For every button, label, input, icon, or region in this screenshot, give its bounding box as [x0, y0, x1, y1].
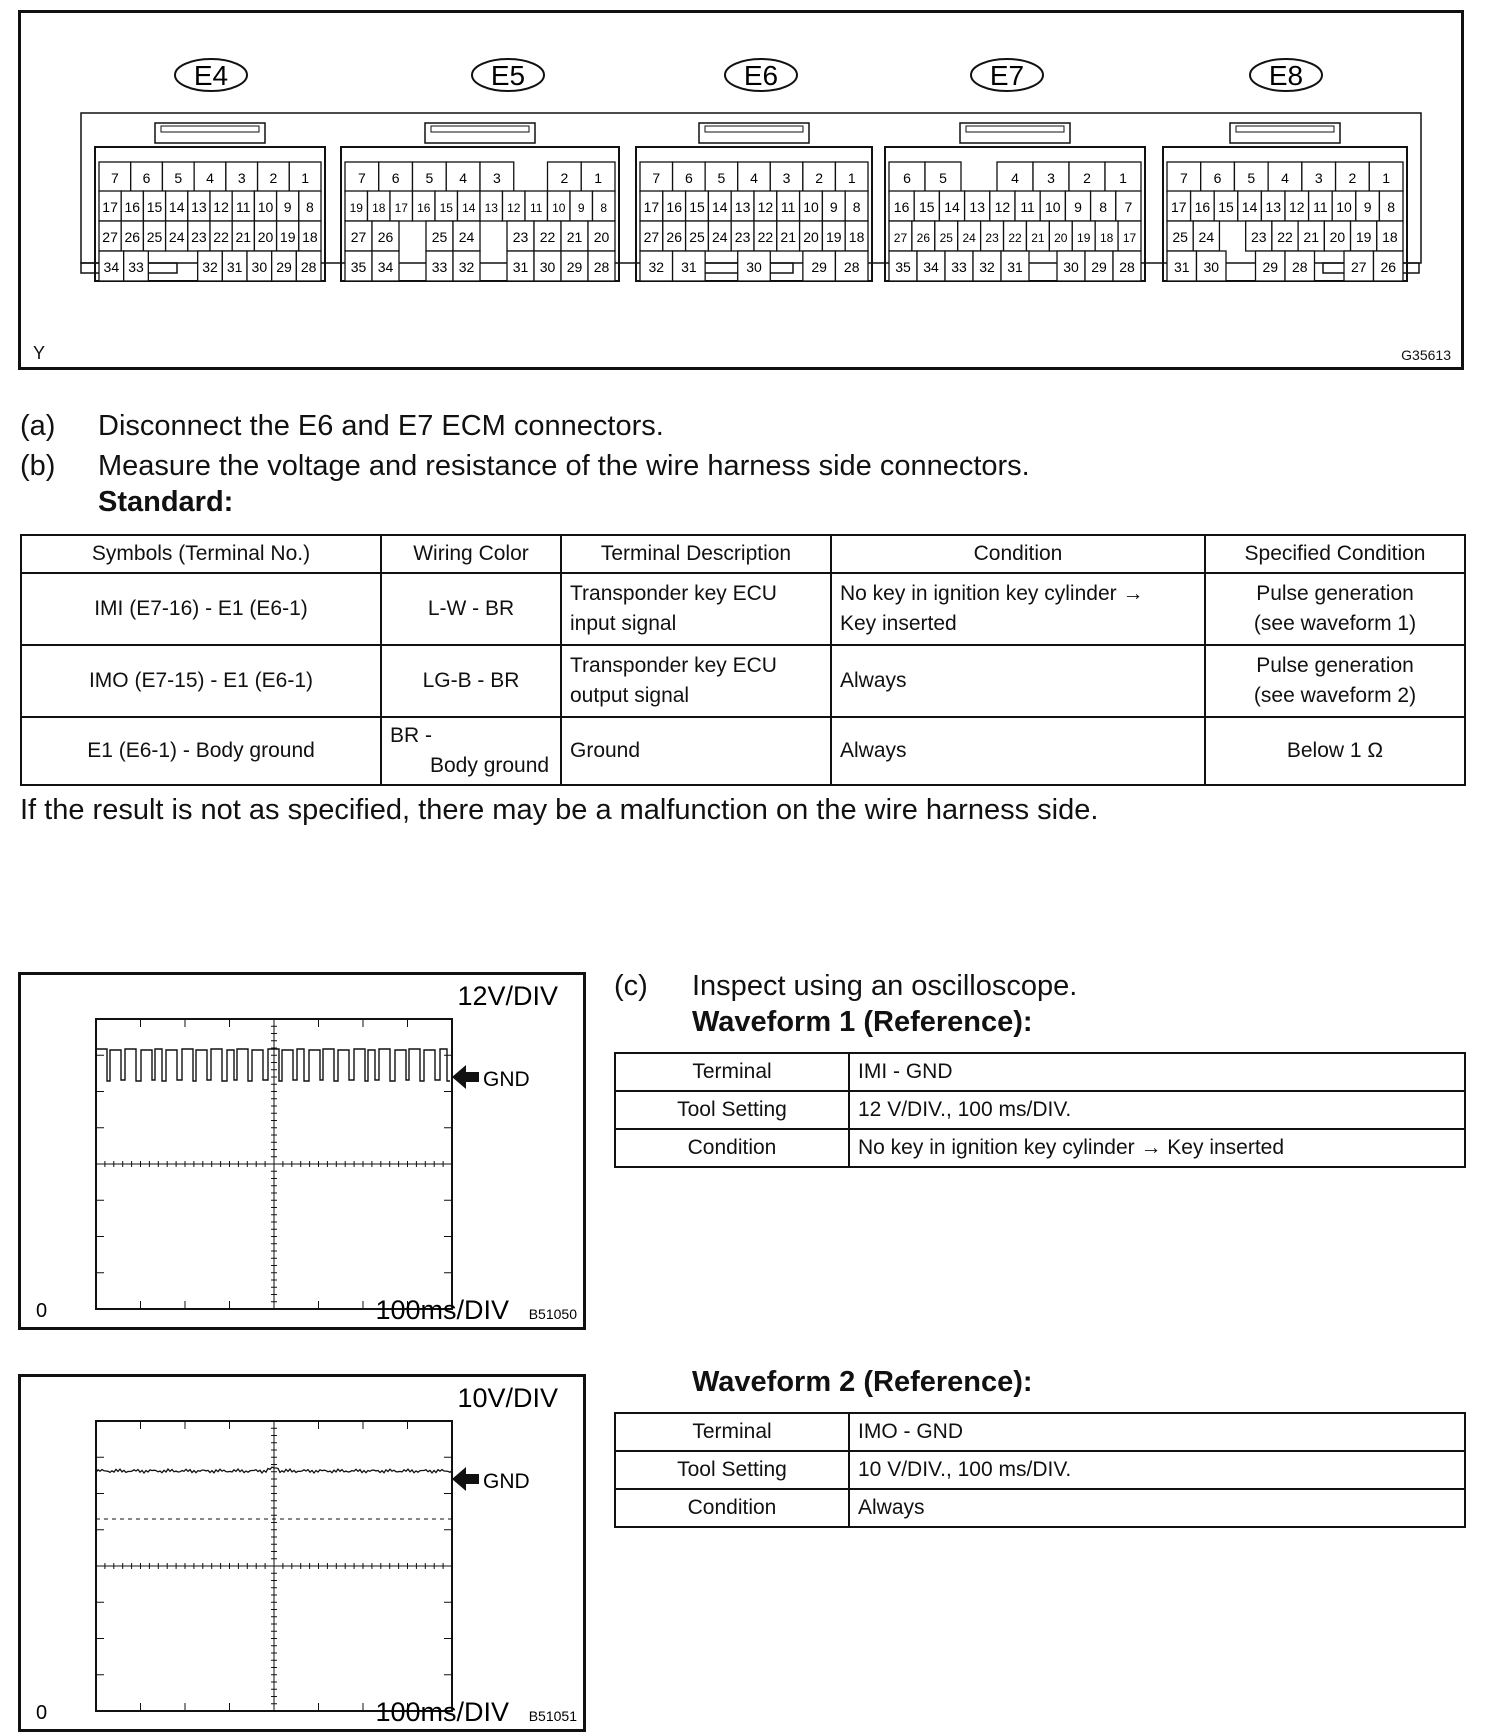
- scope-2-tdiv: 100ms/DIV: [375, 1697, 509, 1727]
- pin-number: 19: [279, 229, 296, 245]
- pin-number: 5: [717, 170, 726, 186]
- connector-latch: [431, 126, 529, 132]
- pin-number: 2: [560, 170, 569, 186]
- connector-label: E8: [1268, 60, 1304, 91]
- pin-number: 20: [1329, 229, 1346, 245]
- table-row: [615, 1451, 1465, 1489]
- pin-number: 4: [750, 170, 758, 186]
- pin-number: 9: [829, 199, 838, 215]
- pin-number: 17: [394, 201, 408, 215]
- pin-number: 16: [417, 201, 431, 215]
- pin-number: 15: [1218, 199, 1234, 215]
- gnd-arrow-icon: [452, 1467, 479, 1491]
- pin-number: 14: [1241, 199, 1258, 215]
- pin-number: 32: [458, 259, 475, 275]
- pin-number: 34: [923, 259, 939, 275]
- pin-number: 21: [1303, 229, 1320, 245]
- scope-1: [21, 975, 583, 1327]
- pin-number: 30: [746, 259, 762, 275]
- pin-number: 18: [1099, 231, 1114, 245]
- pin-number: 15: [689, 199, 705, 215]
- pin-number: 26: [916, 231, 931, 245]
- pin-number: 20: [803, 229, 819, 245]
- pin-number: 14: [944, 199, 960, 215]
- pin-number: 31: [1007, 259, 1023, 275]
- cell-spec-line: Pulse generation: [1256, 582, 1414, 605]
- standard-table: [20, 534, 1466, 786]
- cell-spec: [1205, 573, 1465, 645]
- header-condition: Condition: [831, 535, 1205, 573]
- pin-number: 6: [1213, 170, 1222, 186]
- cell-color: L-W - BR: [381, 573, 561, 645]
- pin-number: 22: [757, 229, 774, 245]
- pin-number: 6: [684, 170, 693, 186]
- pin-number: 24: [1198, 229, 1215, 245]
- table-row: [21, 573, 1465, 645]
- pin-number: 3: [492, 170, 501, 186]
- pin-number: 9: [283, 199, 292, 215]
- cell-spec-line: (see waveform 2): [1253, 684, 1417, 707]
- connector-diagram: [21, 13, 1461, 367]
- cell-color: [381, 717, 561, 785]
- pin-number: 5: [939, 170, 947, 186]
- pin-number: 3: [1047, 170, 1055, 186]
- pin-number: 13: [484, 201, 498, 215]
- step-b-letter: (b): [20, 450, 56, 482]
- pin-number: 2: [1348, 170, 1357, 186]
- pin-number: 4: [459, 170, 468, 186]
- pin-number: 16: [124, 199, 141, 215]
- pin-number: 21: [235, 229, 252, 245]
- pin-number: 25: [146, 229, 163, 245]
- pin-number: 7: [652, 170, 661, 186]
- pin-number: 12: [994, 199, 1011, 215]
- cell-key: Tool Setting: [615, 1091, 849, 1129]
- pin-number: 25: [939, 231, 953, 245]
- pin-number: 24: [168, 229, 185, 245]
- pin-number: 16: [666, 199, 682, 215]
- pin-number: 16: [893, 199, 910, 215]
- pin-number: 3: [1314, 170, 1323, 186]
- pin-number: 10: [552, 201, 566, 215]
- pin-number: 24: [712, 229, 728, 245]
- table-row: [615, 1053, 1465, 1091]
- pin-number: 23: [1250, 229, 1267, 245]
- pin-number: 6: [903, 170, 911, 186]
- pin-number: 4: [206, 170, 214, 186]
- pin-number: 9: [577, 201, 585, 215]
- cell-symbol: E1 (E6-1) - Body ground: [21, 717, 381, 785]
- pin-number: 2: [1083, 170, 1091, 186]
- pin-number: 13: [191, 199, 207, 215]
- pin-number: 18: [1382, 229, 1398, 245]
- scope-2-zero: 0: [36, 1702, 48, 1724]
- cell-condition: Always: [831, 645, 1205, 717]
- table-row: [21, 717, 1465, 785]
- pin-number: 20: [257, 229, 274, 245]
- pin-number: 2: [269, 170, 278, 186]
- header-specified-condition: Specified Condition: [1205, 535, 1465, 573]
- header-terminal-description: Terminal Description: [561, 535, 831, 573]
- pin-number: 28: [843, 259, 860, 275]
- pin-number: 31: [512, 259, 529, 275]
- pin-number: 34: [377, 259, 394, 275]
- step-a-letter: (a): [20, 410, 56, 442]
- pin-number: 14: [462, 201, 476, 215]
- pin-number: 1: [301, 170, 310, 186]
- pin-number: 27: [102, 229, 118, 245]
- cell-spec-line: (see waveform 1): [1253, 612, 1417, 635]
- pin-number: 1: [1382, 170, 1391, 186]
- scope-2-code: B51051: [528, 1708, 577, 1724]
- cell-spec: [1205, 645, 1465, 717]
- pin-number: 29: [276, 259, 292, 275]
- pin-number: 16: [1194, 199, 1211, 215]
- pin-number: 17: [1171, 199, 1187, 215]
- cell-key: Terminal: [615, 1053, 849, 1091]
- scope-1-zero: 0: [36, 1300, 48, 1322]
- scope-1-vdiv: 12V/DIV: [457, 981, 558, 1011]
- cell-spec: Below 1 Ω: [1205, 717, 1465, 785]
- corner-label: Y: [33, 343, 46, 363]
- pin-number: 32: [202, 259, 218, 275]
- pin-number: 23: [191, 229, 207, 245]
- step-b: [20, 446, 1420, 486]
- cell-description-line: Transponder key ECU: [570, 582, 777, 605]
- step-c-text: Inspect using an oscilloscope.: [692, 970, 1078, 1002]
- pin-number: 25: [431, 229, 448, 245]
- step-b-text: Measure the voltage and resistance of the wire harness side connectors.: [98, 450, 1030, 482]
- pin-number: 21: [1031, 231, 1045, 245]
- pin-number: 18: [848, 229, 865, 245]
- pin-number: 22: [1277, 229, 1293, 245]
- table-row: [615, 1489, 1465, 1527]
- pin-number: 8: [306, 199, 314, 215]
- pin-number: 5: [425, 170, 434, 186]
- pin-number: 17: [1122, 231, 1137, 245]
- table-row: [615, 1129, 1465, 1167]
- waveform-1-title: Waveform 1 (Reference):: [692, 1006, 1033, 1038]
- pin-number: 30: [539, 259, 556, 275]
- pin-number: 28: [300, 259, 317, 275]
- cell-color-line: Body ground: [430, 754, 550, 777]
- cell-key: Condition: [615, 1489, 849, 1527]
- pin-number: 7: [110, 170, 119, 186]
- cell-description: Ground: [561, 717, 831, 785]
- pin-number: 30: [1203, 259, 1220, 275]
- cell-description-line: Transponder key ECU: [570, 654, 777, 677]
- pin-number: 31: [226, 259, 243, 275]
- scope-2: [21, 1377, 583, 1729]
- cell-description-line: output signal: [570, 684, 690, 707]
- pin-number: 31: [1173, 259, 1190, 275]
- cell-description-line: input signal: [570, 612, 677, 635]
- pin-number: 8: [852, 199, 861, 215]
- pin-number: 12: [757, 199, 774, 215]
- pin-number: 8: [600, 201, 608, 215]
- header-wiring-color: Wiring Color: [381, 535, 561, 573]
- pin-number: 26: [124, 229, 141, 245]
- step-a-text: Disconnect the E6 and E7 ECM connectors.: [98, 410, 664, 442]
- pin-number: 29: [566, 259, 583, 275]
- pin-number: 33: [128, 259, 144, 275]
- pin-number: 34: [103, 259, 120, 275]
- pin-number: 33: [431, 259, 448, 275]
- cell-key: Terminal: [615, 1413, 849, 1451]
- header-symbols: Symbols (Terminal No.): [21, 535, 381, 573]
- cell-condition-line: Key inserted: [840, 612, 957, 635]
- pin-number: 4: [1281, 170, 1289, 186]
- pin-number: 6: [142, 170, 151, 186]
- pin-number: 10: [257, 199, 274, 215]
- waveform-1-table: [614, 1052, 1466, 1168]
- pin-number: 21: [780, 229, 796, 245]
- connector-latch: [966, 126, 1064, 132]
- pin-number: 5: [174, 170, 183, 186]
- pin-number: 9: [1074, 199, 1082, 215]
- cell-value: 12 V/DIV., 100 ms/DIV.: [849, 1091, 1465, 1129]
- cell-value: Always: [849, 1489, 1465, 1527]
- connector-latch: [705, 126, 803, 132]
- pin-number: 10: [1045, 199, 1061, 215]
- pin-number: 15: [919, 199, 935, 215]
- pin-number: 6: [391, 170, 400, 186]
- cell-value: IMO - GND: [849, 1413, 1465, 1451]
- step-c-letter: (c): [614, 970, 648, 1002]
- pin-number: 19: [349, 201, 363, 215]
- cell-condition: [831, 573, 1205, 645]
- pin-number: 11: [1313, 199, 1328, 215]
- pin-number: 19: [1077, 231, 1091, 245]
- connector-diagram-frame: [18, 10, 1464, 370]
- pin-number: 31: [681, 259, 697, 275]
- pin-number: 27: [643, 229, 660, 245]
- connector-label: E7: [989, 60, 1025, 91]
- pin-number: 28: [1291, 259, 1308, 275]
- pin-number: 29: [1262, 259, 1279, 275]
- pin-number: 4: [1011, 170, 1019, 186]
- scope-1-gnd: GND: [483, 1068, 530, 1091]
- pin-number: 14: [168, 199, 185, 215]
- scope-2-gnd: GND: [483, 1470, 530, 1493]
- cell-key: Condition: [615, 1129, 849, 1167]
- pin-number: 35: [350, 259, 367, 275]
- pin-number: 10: [803, 199, 819, 215]
- pin-number: 27: [350, 229, 367, 245]
- cell-color: LG-B - BR: [381, 645, 561, 717]
- pin-number: 19: [826, 229, 842, 245]
- cell-spec-line: Pulse generation: [1256, 654, 1414, 677]
- cell-key: Tool Setting: [615, 1451, 849, 1489]
- cell-description: [561, 573, 831, 645]
- pin-number: 25: [1172, 229, 1188, 245]
- pin-number: 9: [1363, 199, 1372, 215]
- cell-value: 10 V/DIV., 100 ms/DIV.: [849, 1451, 1465, 1489]
- scope-1-tdiv: 100ms/DIV: [375, 1295, 509, 1325]
- scope-1-frame: [18, 972, 586, 1330]
- cell-condition-line: No key in ignition key cylinder →: [840, 582, 1144, 605]
- standard-label: Standard:: [98, 486, 234, 518]
- table-row: [21, 645, 1465, 717]
- pin-number: 7: [1179, 170, 1188, 186]
- pin-number: 11: [530, 201, 543, 215]
- pin-number: 8: [1387, 199, 1396, 215]
- pin-number: 25: [689, 229, 705, 245]
- pin-number: 13: [734, 199, 751, 215]
- connector-latch: [1236, 126, 1334, 132]
- pin-number: 24: [458, 229, 475, 245]
- pin-number: 3: [237, 170, 246, 186]
- pin-number: 1: [847, 170, 856, 186]
- pin-number: 28: [1119, 259, 1135, 275]
- pin-number: 21: [566, 229, 583, 245]
- scope-ticks: [96, 1421, 452, 1711]
- table-header-row: [21, 535, 1465, 573]
- scope-2-frame: [18, 1374, 586, 1732]
- pin-number: 26: [666, 229, 682, 245]
- scope-2-vdiv: 10V/DIV: [457, 1383, 558, 1413]
- pin-number: 29: [811, 259, 827, 275]
- pin-number: 27: [893, 231, 908, 245]
- pin-number: 23: [734, 229, 751, 245]
- pin-number: 17: [102, 199, 118, 215]
- pin-number: 8: [1099, 199, 1108, 215]
- pin-number: 30: [251, 259, 268, 275]
- pin-number: 30: [1063, 259, 1079, 275]
- pin-number: 19: [1355, 229, 1372, 245]
- pin-number: 35: [895, 259, 911, 275]
- connector-label: E5: [490, 60, 526, 91]
- pin-number: 1: [1119, 170, 1127, 186]
- pin-number: 12: [213, 199, 229, 215]
- pin-number: 14: [712, 199, 728, 215]
- table-row: [615, 1413, 1465, 1451]
- pin-number: 10: [1336, 199, 1352, 215]
- pin-number: 18: [372, 201, 386, 215]
- pin-number: 22: [213, 229, 229, 245]
- pin-number: 26: [377, 229, 394, 245]
- scope-ticks: [96, 1019, 452, 1309]
- cell-value: IMI - GND: [849, 1053, 1465, 1091]
- pin-number: 32: [979, 259, 995, 275]
- pin-number: 5: [1247, 170, 1256, 186]
- pin-number: 13: [969, 199, 985, 215]
- pin-number: 22: [539, 229, 556, 245]
- pin-number: 3: [782, 170, 791, 186]
- scope-1-code: B51050: [528, 1306, 577, 1322]
- pin-number: 15: [439, 201, 453, 215]
- pin-number: 23: [985, 231, 999, 245]
- pin-number: 17: [643, 199, 660, 215]
- connector-latch: [161, 126, 259, 132]
- pin-number: 32: [648, 259, 665, 275]
- pin-number: 7: [1124, 199, 1133, 215]
- pin-number: 12: [507, 201, 521, 215]
- connector-label: E4: [193, 60, 229, 91]
- cell-color-line: BR -: [390, 724, 432, 747]
- cell-value: No key in ignition key cylinder → Key inserted: [849, 1129, 1465, 1167]
- waveform-trace: [96, 1049, 450, 1081]
- step-c: [614, 966, 1414, 1006]
- pin-number: 24: [962, 231, 976, 245]
- pin-number: 1: [594, 170, 603, 186]
- connector-label: E6: [743, 60, 779, 91]
- table-row: [615, 1091, 1465, 1129]
- waveform-2-title: Waveform 2 (Reference):: [692, 1366, 1033, 1398]
- pin-number: 20: [593, 229, 610, 245]
- pin-number: 13: [1265, 199, 1281, 215]
- pin-number: 20: [1054, 231, 1068, 245]
- pin-number: 23: [512, 229, 529, 245]
- cell-description: [561, 645, 831, 717]
- pin-number: 7: [357, 170, 366, 186]
- pin-number: 11: [236, 199, 251, 215]
- pin-number: 11: [1020, 199, 1035, 215]
- gnd-arrow-icon: [452, 1065, 479, 1089]
- step-a: [20, 406, 1420, 446]
- pin-number: 18: [302, 229, 318, 245]
- cell-symbol: IMI (E7-16) - E1 (E6-1): [21, 573, 381, 645]
- figure-code: G35613: [1401, 347, 1451, 363]
- pin-number: 15: [146, 199, 163, 215]
- note-text: If the result is not as specified, there may be a malfunction on the wire harness side.: [20, 794, 1099, 826]
- pin-number: 26: [1380, 259, 1397, 275]
- pin-number: 22: [1008, 231, 1022, 245]
- pin-number: 12: [1289, 199, 1305, 215]
- waveform-2-table: [614, 1412, 1466, 1528]
- pin-number: 2: [815, 170, 824, 186]
- pin-number: 29: [1091, 259, 1107, 275]
- cell-symbol: IMO (E7-15) - E1 (E6-1): [21, 645, 381, 717]
- pin-number: 33: [951, 259, 967, 275]
- pin-number: 28: [593, 259, 610, 275]
- cell-condition: Always: [831, 717, 1205, 785]
- pin-number: 11: [780, 199, 796, 215]
- pin-number: 27: [1350, 259, 1367, 275]
